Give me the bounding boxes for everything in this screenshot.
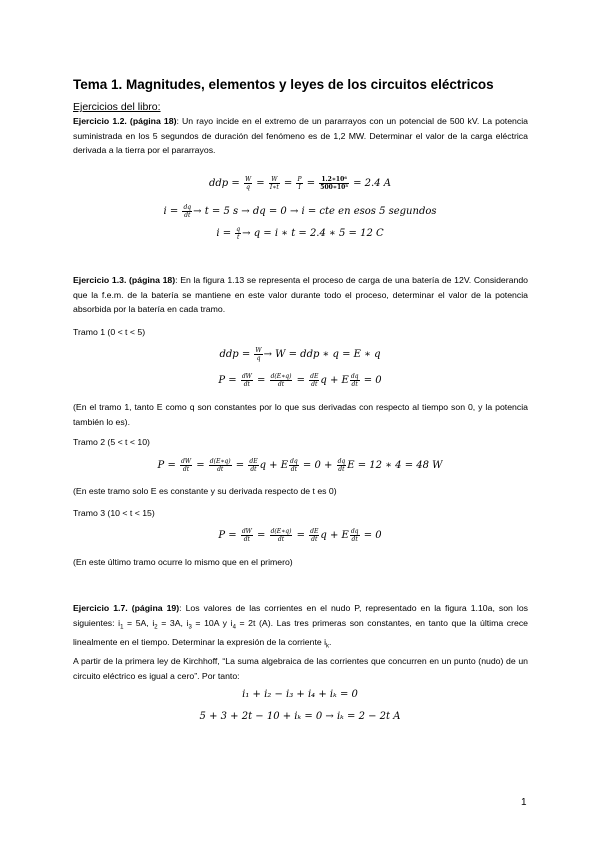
eq-text: ddp = — [219, 349, 251, 360]
eq-text: → q = i ∗ t = 2.4 ∗ 5 = 12 C — [242, 228, 384, 239]
numerator: d(E∗q) — [270, 373, 292, 380]
tramo-3-note: (En este último tramo ocurre lo mismo que en el primero) — [73, 557, 293, 567]
equation-current-derivative — [0, 204, 600, 219]
exercise-text: = 5A, i — [123, 617, 155, 628]
denominator: dt — [338, 466, 345, 473]
numerator: dW — [241, 373, 252, 380]
equation-ik-result: 5 + 3 + 2t − 10 + iₖ = 0 → iₖ = 2 − 2t A — [199, 711, 401, 722]
exercise-1-2-text: : Un rayo incide en el extremo de un pararrayos con un potencial de 500 kV. La potencia suministrada en los 5 segundos de duración del fenómeno es de 1,2 MW. Determinar el valor de la carga eléctrica derivada a la tierra por el pararrayos. — [73, 116, 528, 155]
denominator: dt — [277, 381, 285, 388]
eq-text: → W = ddp ∗ q = E ∗ q — [263, 349, 381, 360]
section-subheading: Ejercicios del libro: — [73, 101, 161, 113]
eq-text: P = — [157, 460, 176, 471]
fraction — [309, 528, 319, 543]
numerator: W — [269, 176, 280, 184]
eq-text: = 0 — [363, 530, 382, 541]
exercise-text: . — [329, 636, 332, 647]
equation-power-tramo-3: P = $\frac{dW}{dt}$ = $\frac{d(E∗q)}{dt}$ = $\frac{dE}{dt}$ q + E $\frac{dq}{dt}$ = 0 — [218, 528, 382, 543]
tramo-3-label: Tramo 3 (10 < t < 15) — [73, 508, 155, 518]
denominator: q — [246, 184, 250, 191]
page-title: Tema 1. Magnitudes, elementos y leyes de los circuitos eléctricos — [73, 77, 494, 92]
exercise-text: : Los valores de las corrientes en el nudo P, representado en la figura 1.10a, son los siguientes: i — [73, 603, 528, 628]
numerator: W — [255, 347, 262, 354]
subscript: 2 — [154, 624, 158, 631]
denominator: dt — [217, 466, 224, 473]
denominator: dt — [277, 536, 285, 543]
fraction — [296, 176, 302, 191]
numerator: W — [244, 176, 252, 183]
denominator: dt — [351, 536, 358, 543]
exercise-text: = 2t (A). Las tres primeras son constantes, en tanto que la última crece linealmente en el tiempo. Determinar la expresión de la corriente i — [73, 617, 529, 647]
eq-text: P = — [218, 530, 237, 541]
denominator: dt — [351, 381, 358, 388]
numerator: q — [236, 226, 241, 233]
tramo-2-note: (En este tramo solo E es constante y su derivada respecto de t es 0) — [73, 486, 337, 496]
fraction — [350, 528, 360, 543]
exercise-1-3-statement — [73, 273, 528, 317]
equation-ddp: ddp = $\frac{W}{q}$ = $\frac{W}{I∗t}$ = $\frac{P}{I}$ = $\frac{\text{1.2∗10⁶}}{\text{500∗10³}}$ = 2.4 A — [209, 176, 391, 191]
denominator: I∗t — [269, 184, 279, 191]
tramo-1-note: (En el tramo 1, tanto E como q son constantes por lo que sus derivadas con respecto al tiempo son 0, y la potencia también lo es). — [73, 402, 528, 427]
numerator: dW — [181, 458, 192, 465]
eq-text: P = — [218, 375, 237, 386]
numerator: dq — [290, 458, 298, 465]
fraction — [248, 458, 258, 473]
eq-text: E = 12 ∗ 4 = 48 W — [347, 460, 443, 471]
exercise-1-2-statement — [73, 114, 528, 158]
exercise-1-7-label: Ejercicio 1.7. (página 19) — [73, 603, 180, 613]
denominator: I — [298, 184, 301, 191]
exercise-text: = 10A y i — [191, 617, 233, 628]
eq-text: q + E — [320, 375, 349, 386]
denominator: dt — [311, 381, 318, 388]
subscript: k — [326, 643, 330, 650]
denominator: 500∗10³ — [320, 184, 348, 191]
fraction — [241, 528, 253, 543]
eq-text: = 0 + — [302, 460, 336, 471]
denominator: t — [237, 234, 240, 241]
kirchhoff-paragraph: A partir de la primera ley de Kirchhoff, “La suma algebraica de las corrientes que concurren en un punto (nudo) de un circuito eléctrico es igual a cero”. Por tanto: — [73, 656, 528, 681]
fraction — [235, 226, 241, 241]
denominator: dt — [184, 212, 191, 219]
numerator: dE — [310, 373, 319, 380]
numerator: dE — [249, 458, 258, 465]
fraction — [269, 176, 280, 191]
denominator: dt — [290, 466, 297, 473]
numerator: dq — [350, 373, 359, 380]
eq-text: ddp = — [209, 178, 240, 189]
equation-charge — [0, 226, 600, 241]
equation-work — [0, 347, 600, 362]
page-number: 1 — [521, 797, 527, 808]
tramo-1-label: Tramo 1 (0 < t < 5) — [73, 327, 146, 337]
denominator: dt — [311, 536, 318, 543]
denominator: q — [256, 355, 261, 362]
eq-text: = 2.4 A — [353, 178, 391, 189]
exercise-1-7-statement — [73, 601, 528, 654]
subscript: 4 — [232, 624, 236, 631]
fraction — [180, 458, 192, 473]
numerator: 1.2∗10⁶ — [319, 176, 349, 184]
fraction — [254, 347, 262, 362]
numerator: d(E∗q) — [270, 528, 292, 535]
numerator: dW — [241, 528, 252, 535]
eq-text: = 0 — [363, 375, 382, 386]
eq-text: q + E — [320, 530, 349, 541]
denominator: dt — [243, 381, 250, 388]
fraction — [244, 176, 252, 191]
numerator: dq — [337, 458, 346, 465]
fraction — [289, 458, 299, 473]
tramo-2-label: Tramo 2 (5 < t < 10) — [73, 437, 150, 447]
equation-power-tramo-1: P = $\frac{dW}{dt}$ = $\frac{d(E∗q)}{dt}$ = $\frac{dE}{dt}$ q + E $\frac{dq}{dt}$ = 0 — [218, 373, 382, 388]
equation-kirchhoff-sum: i₁ + i₂ − i₃ + i₄ + iₖ = 0 — [242, 689, 358, 700]
denominator: dt — [250, 466, 257, 473]
eq-text: → t = 5 s → dq = 0 → i = cte en esos 5 segundos — [193, 206, 437, 217]
equation-power-tramo-2: P = $\frac{dW}{dt}$ = $\frac{d(E∗q)}{dt}$ = $\frac{dE}{dt}$ q + E $\frac{dq}{dt}$ = 0 + $\frac{dq}{dt}$ E = 12 ∗ 4 = 48 W — [157, 458, 443, 473]
exercise-1-3-label: Ejercicio 1.3. (página 18) — [73, 275, 176, 285]
fraction — [337, 458, 347, 473]
exercise-1-2-label: Ejercicio 1.2. (página 18) — [73, 116, 177, 126]
fraction — [241, 373, 253, 388]
eq-text: i = — [163, 206, 179, 217]
exercise-1-3-text: : En la figura 1.13 se representa el proceso de carga de una batería de 12V. Considerando que la f.e.m. de la batería se mantiene en este valor durante todo el proceso, determinar el valor de la potencia absorbida por la batería en cada tramo. — [73, 275, 528, 314]
fraction — [182, 204, 192, 219]
numerator: d(E∗q) — [209, 458, 231, 465]
subscript: 3 — [188, 624, 192, 631]
eq-text: q + E — [259, 460, 289, 471]
numerator: dq — [183, 204, 192, 211]
fraction — [350, 373, 360, 388]
fraction — [319, 176, 349, 191]
fraction — [309, 373, 319, 388]
exercise-text: = 3A, i — [157, 617, 189, 628]
fraction — [209, 458, 232, 473]
numerator: dq — [350, 528, 359, 535]
denominator: dt — [182, 466, 190, 473]
fraction — [270, 373, 293, 388]
eq-text: i = — [216, 228, 232, 239]
fraction — [270, 528, 293, 543]
numerator: dE — [310, 528, 319, 535]
subscript: 1 — [120, 624, 124, 631]
numerator: P — [297, 176, 302, 183]
denominator: dt — [243, 536, 250, 543]
